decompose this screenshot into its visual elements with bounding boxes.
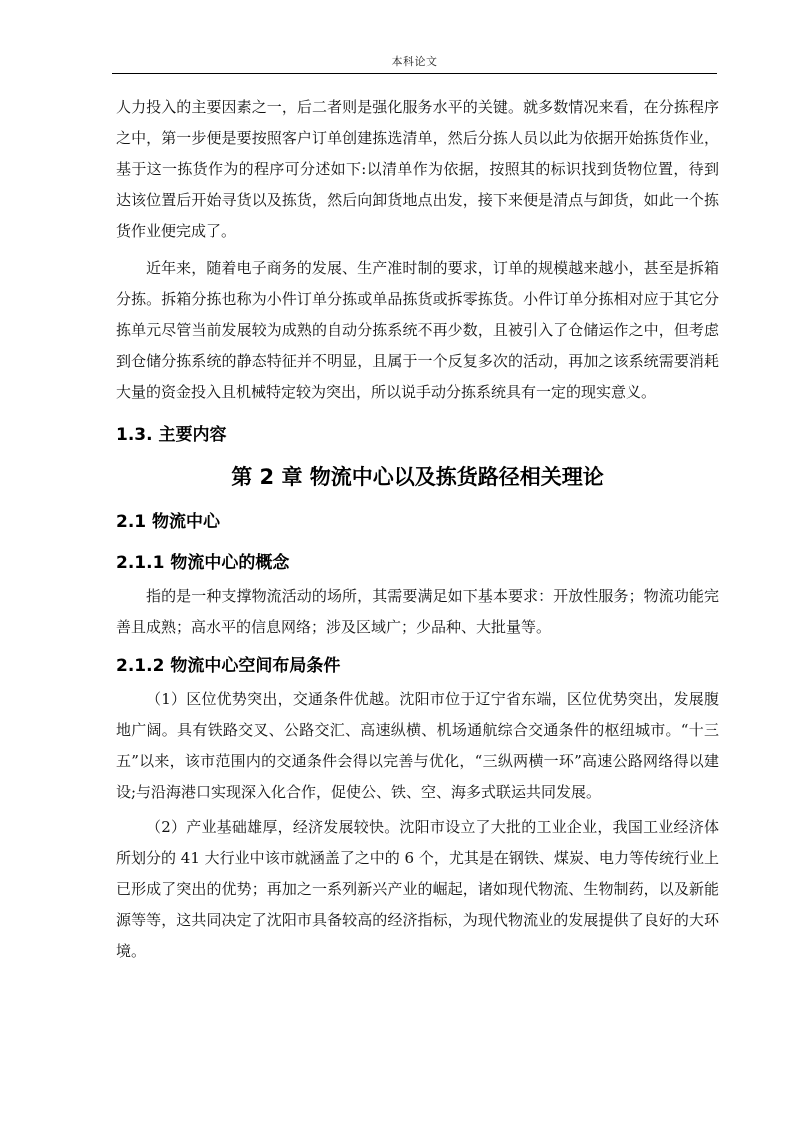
section-heading: 2.1 物流中心: [116, 512, 221, 532]
paragraph: （1）区位优势突出，交通条件优越。沈阳市位于辽宁省东端，区位优势突出，发展腹地广阔。具有铁路交叉、公路交汇、高速纵横、机场通航综合交通条件的枢纽城市。“十三五”以来，该市范围内的交通条件会得以完善与优化，“三纵两横一环”高速公路网络得以建设;与沿海港口实现深入化合作，促使公、铁、空、海多式联运共同发展。: [116, 690, 719, 801]
paragraph: （2）产业基础雄厚，经济发展较快。沈阳市设立了大批的工业企业，我国工业经济体所划分的 41 大行业中该市就涵盖了之中的 6 个，尤其是在钢铁、煤炭、电力等传统行业上已形成了突出的优势；再加之一系列新兴产业的崛起，诸如现代物流、生物制药，以及新能源等等，这共同决定了沈阳市具备较高的经济指标，为现代物流业的发展提供了良好的大环境。: [116, 818, 719, 960]
header-rule: [112, 73, 717, 74]
section-heading: 1.3. 主要内容: [116, 425, 227, 445]
paragraph: 人力投入的主要因素之一，后二者则是强化服务水平的关键。就多数情况来看，在分拣程序之中，第一步便是要按照客户订单创建拣选清单，然后分拣人员以此为依据开始拣货作业，基于这一拣货作为的程序可分述如下:以清单作为依据，按照其的标识找到货物位置，待到达该位置后开始寻货以及拣货，然后向卸货地点出发，接下来便是清点与卸货，如此一个拣货作业便完成了。: [116, 98, 719, 240]
subsection-heading: 2.1.1 物流中心的概念: [116, 553, 290, 573]
subsection-heading: 2.1.2 物流中心空间布局条件: [116, 656, 341, 676]
paragraph: 指的是一种支撑物流活动的场所，其需要满足如下基本要求：开放性服务；物流功能完善且成熟；高水平的信息网络；涉及区域广；少品种、大批量等。: [116, 587, 719, 636]
paragraph: 近年来，随着电子商务的发展、生产准时制的要求，订单的规模越来越小，甚至是拆箱分拣。拆箱分拣也称为小件订单分拣或单品拣货或拆零拣货。小件订单分拣相对应于其它分拣单元尽管当前发展较为成熟的自动分拣系统不再少数，且被引入了仓储运作之中，但考虑到仓储分拣系统的静态特征并不明显，且属于一个反复多次的活动，再加之该系统需要消耗大量的资金投入且机械特定较为突出，所以说手动分拣系统具有一定的现实意义。: [116, 259, 719, 401]
document-body: [116, 92, 719, 967]
running-header: 本科论文: [391, 55, 438, 68]
chapter-heading: 第 2 章 物流中心以及拣货路径相关理论: [231, 465, 604, 489]
